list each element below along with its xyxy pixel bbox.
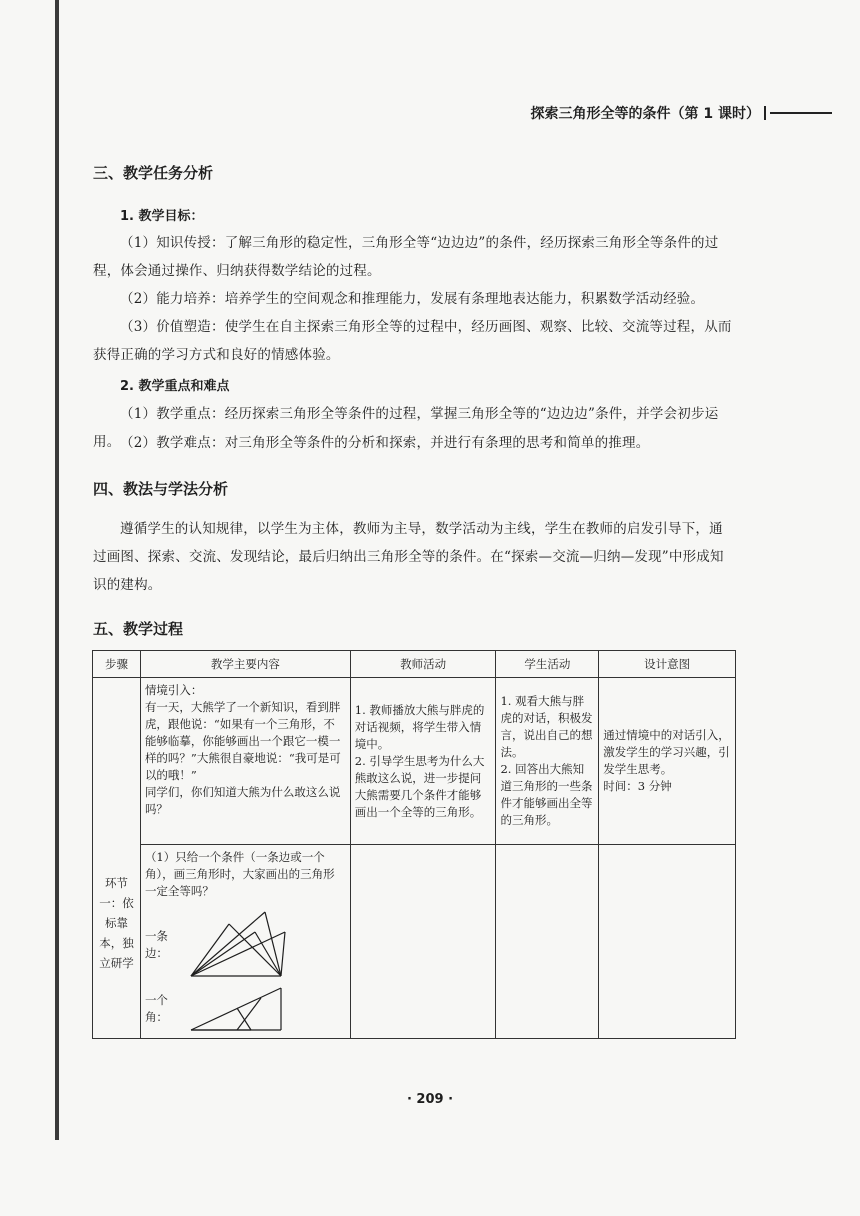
figure-one-side [145, 910, 346, 980]
content-cell [140, 678, 350, 845]
page-binding-edge [55, 0, 59, 1140]
goal-knowledge: （1）知识传授：了解三角形的稳定性，三角形全等“边边边”的条件，经历探索三角形全等条件的过程，体会通过操作、归纳获得数学结论的过程。 [93, 235, 719, 279]
step-cell [93, 678, 141, 1039]
teaching-process-table [92, 650, 736, 1039]
difficulty: （2）教学难点：对三角形全等条件的分析和探索，并进行有条理的思考和简单的推理。 [120, 435, 650, 451]
table-row [93, 678, 736, 845]
one-angle-triangles-figure [189, 984, 289, 1034]
header-content: 教学主要内容 [140, 651, 350, 678]
key-point: （1）教学重点：经历探索三角形全等条件的过程，掌握三角形全等的“边边边”条件，并学会初步运用。 [93, 406, 719, 450]
question-text: （1）只给一个条件（一条边或一个角），画三角形时，大家画出的三角形一定全等吗？ [144, 850, 335, 898]
table-header-row [93, 651, 736, 678]
page-number: · 209 · [406, 1092, 454, 1107]
step-label: 环节一：依标靠本，独立研学 [99, 876, 134, 970]
label-one-angle: 一个角： [144, 993, 168, 1024]
section-3-sub2: 2. 教学重点和难点 [120, 379, 230, 394]
header-rule [770, 112, 832, 114]
section-3-sub1: 1. 教学目标： [120, 209, 204, 224]
section-4-title: 四、教法与学法分析 [93, 480, 229, 498]
header-step: 步骤 [93, 651, 141, 678]
table-row [93, 845, 736, 1039]
scenario-text: 情境引入： 有一天，大熊学了一个新知识，看到胖虎，跟他说：“如果有一个三角形，不能够临摹，你能够画出一个跟它一模一样的吗？”大熊很自豪地说：“我可是可以的哦！” 同学们，你们知道大熊为什么敢这么说吗？ [144, 683, 341, 816]
header-intent: 设计意图 [599, 651, 736, 678]
header-student: 学生活动 [496, 651, 599, 678]
header-title: 探索三角形全等的条件（第 1 课时） [530, 106, 760, 122]
content-cell [140, 845, 350, 1039]
header-tick [764, 106, 766, 120]
intent-cell [599, 678, 736, 845]
design-intent-text: 通过情境中的对话引入，激发学生的学习兴趣，引发学生思考。 时间：3 分钟 [603, 728, 730, 793]
teacher-cell-empty [350, 845, 496, 1039]
label-one-side: 一条边： [144, 929, 168, 960]
teacher-activity-text: 1. 教师播放大熊与胖虎的对话视频，将学生带入情境中。 2. 引导学生思考为什么大熊敢这么说，进一步提问大熊需要几个条件才能够画出一个全等的三角形。 [354, 702, 485, 819]
teacher-cell [350, 678, 496, 845]
section-5-title: 五、教学过程 [93, 620, 184, 638]
running-header [531, 103, 833, 123]
student-cell-empty [496, 845, 599, 1039]
student-cell [496, 678, 599, 845]
header-teacher: 教师活动 [350, 651, 496, 678]
one-side-triangles-figure [189, 910, 289, 980]
figure-one-angle [145, 984, 346, 1034]
goal-value: （3）价值塑造：使学生在自主探索三角形全等的过程中，经历画图、观察、比较、交流等过程，从而获得正确的学习方式和良好的情感体验。 [93, 319, 732, 363]
goal-ability: （2）能力培养：培养学生的空间观念和推理能力，发展有条理地表达能力，积累数学活动经验。 [120, 291, 705, 307]
method-paragraph: 遵循学生的认知规律，以学生为主体，教师为主导，数学活动为主线，学生在教师的启发引导下，通过画图、探索、交流、发现结论，最后归纳出三角形全等的条件。在“探索—交流—归纳—发现”中形成知识的建构。 [93, 521, 724, 593]
student-activity-text: 1. 观看大熊与胖虎的对话，积极发言，说出自己的想法。 2. 回答出大熊知道三角形的一些条件才能够画出全等的三角形。 [500, 694, 593, 827]
section-3-title: 三、教学任务分析 [93, 164, 214, 182]
intent-cell-empty [599, 845, 736, 1039]
